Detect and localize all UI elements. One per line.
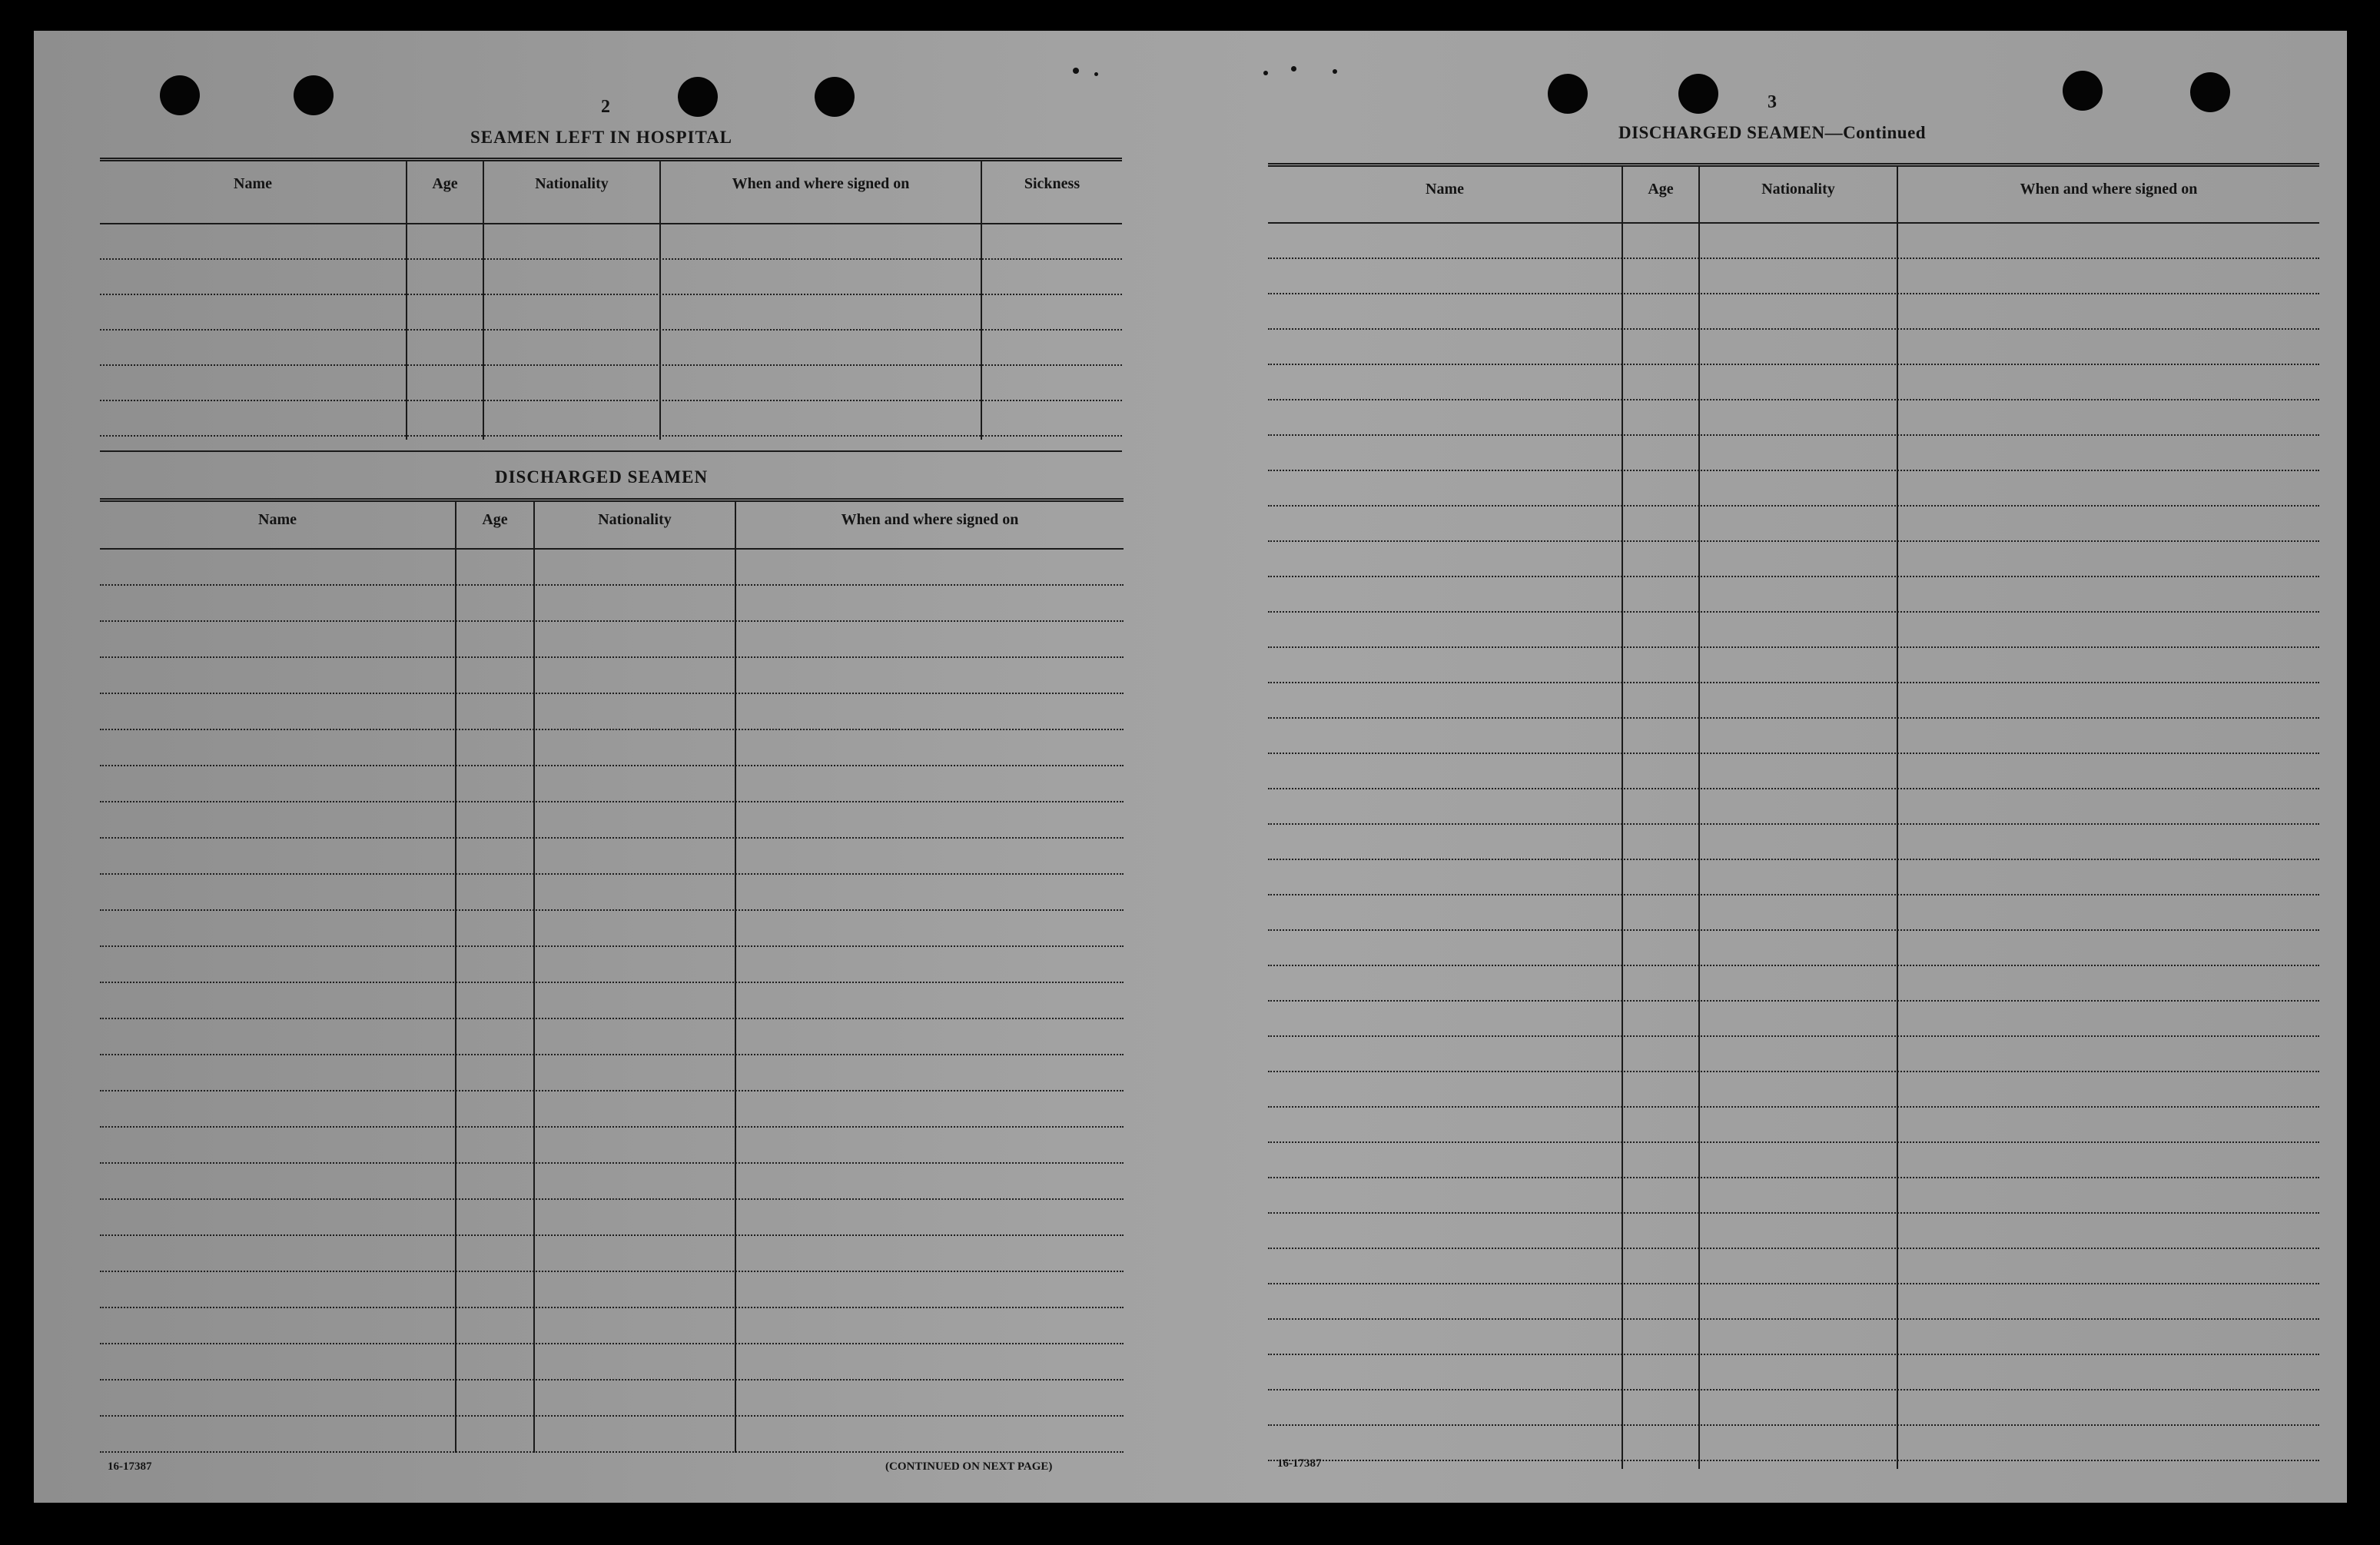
column-header-age: Age [1622, 167, 1698, 222]
column-header-name: Name [258, 511, 297, 528]
table-row [100, 1381, 1124, 1417]
table-row [1268, 1108, 2319, 1143]
hospital-rows [100, 224, 1122, 437]
table-row [1268, 1320, 2319, 1355]
table-row [100, 875, 1124, 911]
discharged-continued-table [1268, 163, 2319, 1469]
column-header-signed-on: When and where signed on [735, 502, 1124, 548]
table-row [1268, 400, 2319, 436]
ink-speck [1263, 71, 1268, 75]
punch-hole [2063, 71, 2103, 111]
table-row [1268, 259, 2319, 294]
hospital-section-title: SEAMEN LEFT IN HOSPITAL [470, 128, 733, 147]
column-header-nationality: Nationality [533, 502, 735, 548]
table-row [100, 550, 1124, 586]
table-row [1268, 1178, 2319, 1214]
table-row [1268, 330, 2319, 365]
table-row [1268, 1037, 2319, 1072]
ink-speck [1094, 72, 1098, 76]
table-row [100, 947, 1124, 983]
table-row [1268, 577, 2319, 613]
punch-hole [294, 75, 334, 115]
table-row [100, 839, 1124, 875]
column-header-name: Name [234, 175, 272, 192]
discharged-table-header [100, 502, 1124, 550]
table-row [1268, 471, 2319, 507]
table-row [1268, 1390, 2319, 1426]
table-row [100, 1019, 1124, 1055]
column-header-signed-on: When and where signed on [659, 161, 981, 223]
table-row [1268, 966, 2319, 1002]
discharged-continued-title: DISCHARGED SEAMEN—Continued [1618, 123, 1927, 142]
ink-speck [1291, 66, 1296, 71]
column-header-signed-on: When and where signed on [1897, 167, 2319, 222]
table-row [100, 1308, 1124, 1344]
punch-hole [2190, 72, 2230, 112]
table-row [100, 366, 1122, 401]
table-row [100, 802, 1124, 839]
discharged-continued-body [1268, 224, 2319, 1469]
table-row [1268, 1284, 2319, 1320]
table-row [1268, 719, 2319, 754]
table-row [100, 1164, 1124, 1200]
table-row [100, 331, 1122, 366]
ink-speck [1073, 68, 1079, 74]
table-row [100, 1200, 1124, 1236]
table-row [100, 1236, 1124, 1272]
table-row [100, 622, 1124, 658]
table-row [1268, 294, 2319, 330]
table-row [1268, 1249, 2319, 1284]
column-header-nationality: Nationality [1698, 167, 1897, 222]
table-row [1268, 507, 2319, 542]
discharged-rows [100, 550, 1124, 1453]
table-row [1268, 683, 2319, 719]
table-row [100, 1417, 1124, 1453]
table-row [1268, 754, 2319, 789]
table-row [1268, 789, 2319, 825]
discharged-continued-header [1268, 167, 2319, 224]
discharged-continued-rows [1268, 224, 2319, 1461]
table-row [1268, 1002, 2319, 1037]
table-row [100, 658, 1124, 694]
table-row [1268, 931, 2319, 966]
table-row [1268, 1355, 2319, 1390]
table-row [100, 694, 1124, 730]
discharged-table [100, 498, 1124, 1453]
column-header-sickness: Sickness [981, 161, 1122, 223]
table-row [100, 224, 1122, 260]
table-row [1268, 365, 2319, 400]
table-row [100, 766, 1124, 802]
punch-hole [678, 77, 718, 117]
column-header-name: Name [1426, 181, 1464, 198]
column-header-age: Age [455, 502, 533, 548]
table-row [100, 295, 1122, 331]
page-number-right: 3 [1768, 92, 1777, 112]
table-row [100, 1272, 1124, 1308]
table-row [1268, 825, 2319, 860]
column-header-nationality: Nationality [483, 161, 659, 223]
table-row [1268, 436, 2319, 471]
punch-hole [1678, 74, 1718, 114]
table-row [1268, 1214, 2319, 1249]
form-number-left: 16-17387 [108, 1460, 152, 1473]
table-row [1268, 860, 2319, 895]
hospital-table-body [100, 224, 1122, 440]
table-row [100, 983, 1124, 1019]
hospital-table-header [100, 161, 1122, 224]
table-row [100, 1344, 1124, 1381]
table-row [100, 260, 1122, 295]
hospital-table [100, 158, 1122, 440]
form-number-right: 16-17387 [1277, 1457, 1322, 1470]
table-row [1268, 648, 2319, 683]
ink-speck [1333, 69, 1337, 74]
punch-hole [815, 77, 855, 117]
continued-note: (CONTINUED ON NEXT PAGE) [885, 1460, 1053, 1473]
table-row [100, 586, 1124, 622]
table-row [1268, 1143, 2319, 1178]
table-row [100, 401, 1122, 437]
table-row [100, 1055, 1124, 1091]
table-row [1268, 224, 2319, 259]
table-row [1268, 542, 2319, 577]
table-row [1268, 895, 2319, 931]
document-sheet [34, 31, 2347, 1503]
page-number-left: 2 [601, 97, 610, 117]
table-row [1268, 613, 2319, 648]
table-row [1268, 1426, 2319, 1461]
table-row [100, 1128, 1124, 1164]
table-row [100, 730, 1124, 766]
table-row [100, 911, 1124, 947]
table-row [1268, 1072, 2319, 1108]
punch-hole [1548, 74, 1588, 114]
discharged-table-body [100, 550, 1124, 1453]
table-row [100, 1091, 1124, 1128]
punch-hole [160, 75, 200, 115]
table-bottom-rule [100, 450, 1122, 452]
column-header-age: Age [406, 161, 483, 223]
discharged-section-title: DISCHARGED SEAMEN [495, 467, 709, 487]
